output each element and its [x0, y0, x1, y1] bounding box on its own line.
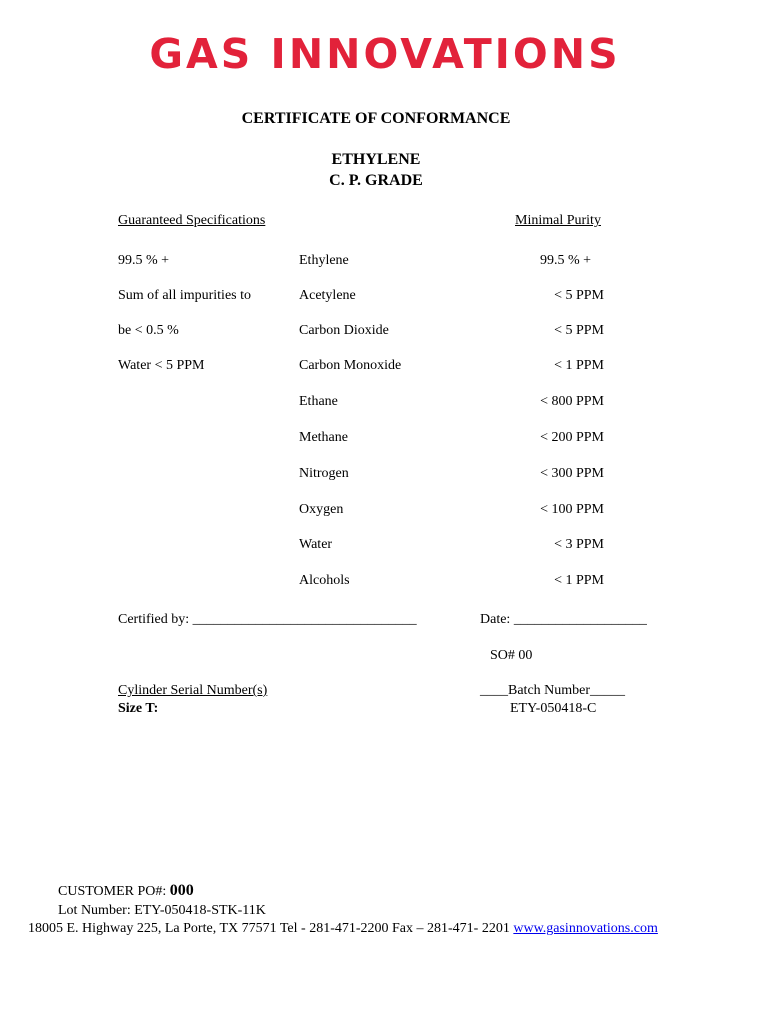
component-name: Acetylene — [299, 288, 356, 303]
customer-po-value: 000 — [169, 882, 194, 899]
guaranteed-specifications-header: Guaranteed Specifications — [118, 213, 266, 228]
component-name: Ethylene — [299, 253, 349, 268]
component-value: < 300 PPM — [540, 466, 604, 481]
guaranteed-line: Sum of all impurities to — [118, 288, 251, 303]
guaranteed-line: Water < 5 PPM — [118, 358, 205, 373]
component-name: Ethane — [299, 394, 338, 409]
product-grade: C. P. GRADE — [329, 172, 423, 189]
customer-po-label: CUSTOMER PO#: — [58, 884, 170, 899]
component-name: Oxygen — [299, 502, 344, 517]
date-line: Date: ___________________ — [480, 612, 647, 627]
component-value: 99.5 % + — [539, 253, 591, 268]
component-name: Alcohols — [299, 573, 350, 588]
minimal-purity-header: Minimal Purity — [515, 213, 601, 228]
batch-number-label: ____Batch Number_____ — [480, 683, 626, 698]
website-link[interactable]: www.gasinnovations.com — [513, 921, 658, 936]
guaranteed-line: be < 0.5 % — [118, 323, 179, 338]
component-value: < 1 PPM — [554, 573, 604, 588]
product-name: ETHYLENE — [331, 151, 421, 168]
component-name: Nitrogen — [299, 466, 349, 481]
batch-number-value: ETY-050418-C — [510, 701, 597, 716]
component-value: < 3 PPM — [554, 537, 604, 552]
lot-number: Lot Number: ETY-050418-STK-11K — [58, 903, 266, 918]
component-name: Water — [299, 537, 333, 552]
size-label: Size T: — [118, 701, 159, 716]
so-number: SO# 00 — [490, 648, 533, 663]
customer-po — [58, 882, 194, 900]
component-value: < 800 PPM — [540, 394, 604, 409]
component-name: Carbon Dioxide — [299, 323, 389, 338]
company-address-line — [28, 921, 658, 937]
component-value: < 100 PPM — [540, 502, 604, 517]
company-logo: GAS INNOVATIONS — [149, 30, 621, 78]
component-value: < 5 PPM — [554, 288, 604, 303]
component-value: < 5 PPM — [554, 323, 604, 338]
certified-by-line: Certified by: ________________________________ — [118, 612, 417, 627]
company-address: 18005 E. Highway 225, La Porte, TX 77571 Tel - 281-471-2200 Fax – 281-471- 2201 — [28, 921, 514, 936]
component-value: < 200 PPM — [540, 430, 604, 445]
component-name: Carbon Monoxide — [299, 358, 402, 373]
component-name: Methane — [299, 430, 348, 445]
guaranteed-line: 99.5 % + — [118, 253, 170, 268]
component-value: < 1 PPM — [554, 358, 604, 373]
cylinder-serial-label: Cylinder Serial Number(s) — [118, 683, 268, 698]
certificate-title: CERTIFICATE OF CONFORMANCE — [241, 110, 511, 127]
